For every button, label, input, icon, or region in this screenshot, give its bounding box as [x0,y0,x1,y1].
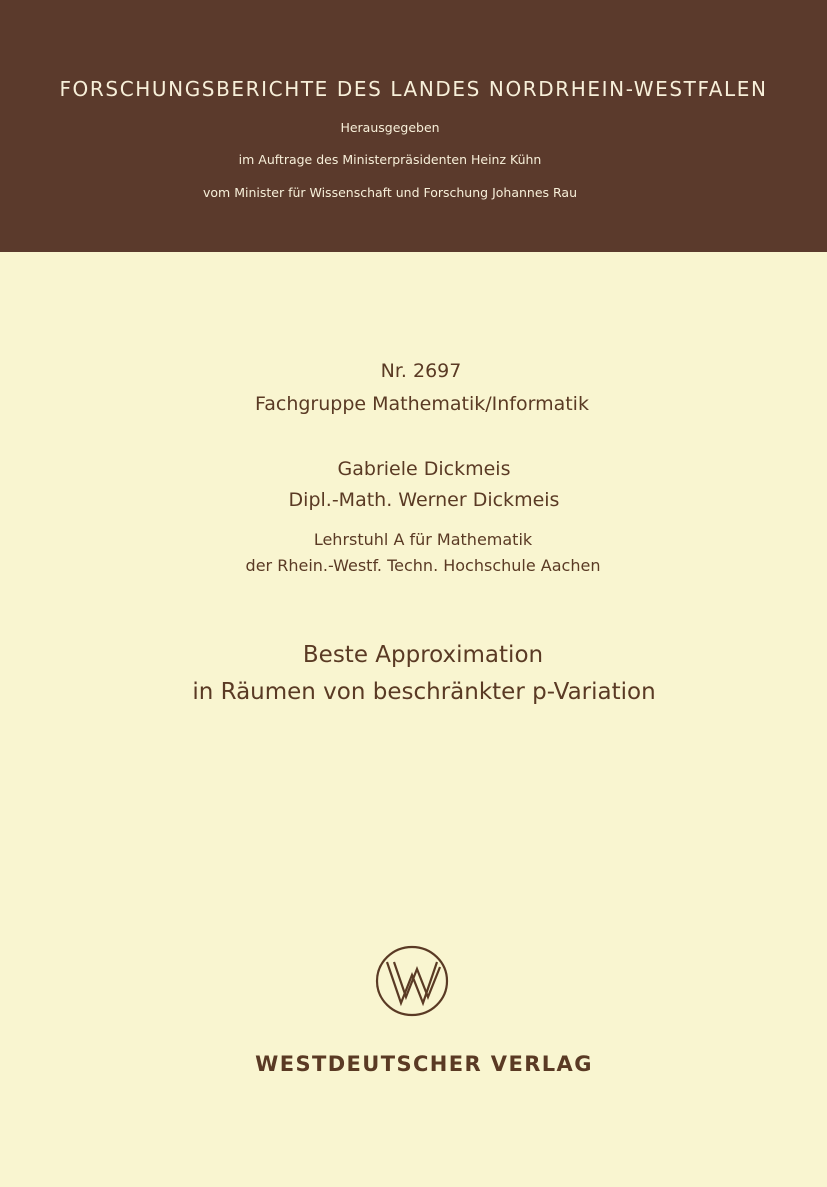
author-name: Gabriele Dickmeis [337,458,511,480]
series-title: FORSCHUNGSBERICHTE DES LANDES NORDRHEIN-WESTFALEN [59,77,768,101]
header-band [0,0,827,252]
subject-group: Fachgruppe Mathematik/Informatik [255,393,589,415]
institution-line: der Rhein.-Westf. Techn. Hochschule Aachen [245,556,601,575]
book-title-line: in Räumen von beschränkter p-Variation [192,679,656,705]
publisher-name: WESTDEUTSCHER VERLAG [255,1052,593,1076]
report-number: Nr. 2697 [380,360,462,382]
w-in-circle-logo-icon [374,945,450,1017]
commissioned-by-line: im Auftrage des Ministerpräsidenten Heinz Kühn [238,152,542,167]
book-title-line: Beste Approximation [302,642,544,668]
institution-line: Lehrstuhl A für Mathematik [313,530,533,549]
minister-line: vom Minister für Wissenschaft und Forschung Johannes Rau [203,185,577,200]
published-by-line: Herausgegeben [340,120,440,135]
author-name: Dipl.-Math. Werner Dickmeis [288,489,560,511]
